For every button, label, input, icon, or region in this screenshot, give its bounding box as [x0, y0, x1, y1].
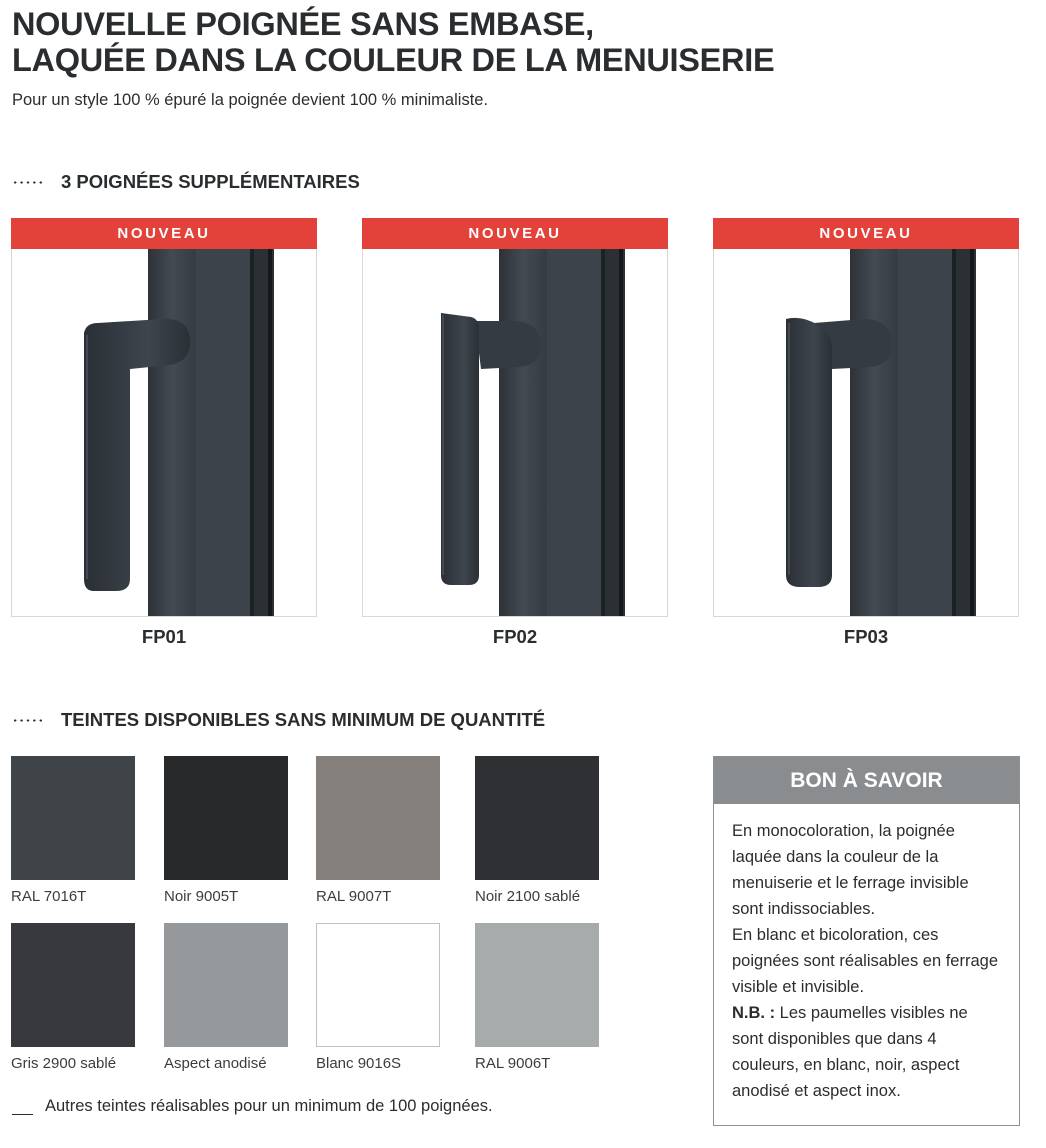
color-swatch-ral-9006t — [475, 923, 599, 1072]
footnote-text: Autres teintes réalisables pour un minimum de 100 poignées. — [45, 1097, 493, 1115]
info-paragraph-2: En blanc et bicoloration, ces poignées sont réalisables en ferrage visible et invisible. — [732, 926, 999, 996]
handle-fp02-image — [363, 249, 668, 617]
handles-section-heading — [12, 171, 360, 193]
swatch-chip — [475, 756, 599, 880]
colors-heading-text: TEINTES DISPONIBLES SANS MINIMUM DE QUANTITÉ — [61, 709, 546, 730]
color-swatch-aspect-anodise — [164, 923, 288, 1072]
handle-card-fp02 — [362, 218, 668, 648]
swatch-chip — [316, 756, 440, 880]
page-subtitle: Pour un style 100 % épuré la poignée devient 100 % minimaliste. — [12, 91, 489, 109]
swatch-label: Noir 2100 sablé — [475, 888, 581, 905]
handle-fp01-image — [12, 249, 317, 617]
nb-text: Les paumelles visibles ne sont disponibles que dans 4 couleurs, en blanc, noir, aspect anodisé et aspect inox. — [732, 1004, 968, 1100]
colors-section-heading — [12, 709, 545, 731]
nb-label: N.B. : — [732, 1004, 776, 1022]
dotted-leader-icon — [12, 181, 44, 184]
dotted-leader-icon — [12, 719, 44, 722]
handles-heading-text: 3 POIGNÉES SUPPLÉMENTAIRES — [61, 171, 360, 192]
info-box-title: BON À SAVOIR — [714, 757, 1019, 804]
title-line-1: NOUVELLE POIGNÉE SANS EMBASE, — [12, 6, 594, 42]
info-paragraph-1: En monocoloration, la poignée laquée dans la couleur de la menuiserie et le ferrage invisible sont indissociables. — [732, 822, 969, 918]
color-swatch-ral-9007t — [316, 756, 440, 905]
handle-card-fp01 — [11, 218, 317, 648]
new-badge: NOUVEAU — [11, 218, 317, 249]
swatch-chip — [164, 923, 288, 1047]
handle-photo-fp02 — [362, 249, 668, 617]
handle-code-fp01: FP01 — [141, 626, 187, 647]
new-badge: NOUVEAU — [362, 218, 668, 249]
new-badge: NOUVEAU — [713, 218, 1019, 249]
color-swatch-noir-9005t — [164, 756, 288, 905]
swatch-chip — [316, 923, 440, 1047]
swatch-label: Noir 9005T — [164, 888, 239, 905]
swatch-chip — [475, 923, 599, 1047]
info-box-body — [714, 804, 1019, 1104]
color-swatch-gris-2900-sable — [11, 923, 135, 1072]
handle-fp03-image — [714, 249, 1019, 617]
handle-photo-fp03 — [713, 249, 1019, 617]
handle-code-fp02: FP02 — [492, 626, 538, 647]
swatch-label: RAL 7016T — [11, 888, 87, 905]
dash-icon — [12, 1114, 33, 1115]
footnote — [12, 1097, 493, 1116]
color-swatch-blanc-9016s — [316, 923, 440, 1072]
swatch-chip — [11, 923, 135, 1047]
handle-photo-fp01 — [11, 249, 317, 617]
info-box — [713, 756, 1020, 1126]
swatch-label: RAL 9007T — [316, 888, 392, 905]
swatch-chip — [11, 756, 135, 880]
swatch-label: Gris 2900 sablé — [11, 1055, 117, 1072]
title-line-2: LAQUÉE DANS LA COULEUR DE LA MENUISERIE — [12, 42, 775, 78]
swatch-label: Aspect anodisé — [164, 1055, 267, 1072]
swatch-chip — [164, 756, 288, 880]
handle-code-fp03: FP03 — [843, 626, 889, 647]
color-swatch-ral-7016t — [11, 756, 135, 905]
swatch-label: RAL 9006T — [475, 1055, 551, 1072]
handle-card-fp03 — [713, 218, 1019, 648]
color-swatch-noir-2100-sable — [475, 756, 599, 905]
swatch-label: Blanc 9016S — [316, 1055, 402, 1072]
page-title — [12, 6, 774, 78]
